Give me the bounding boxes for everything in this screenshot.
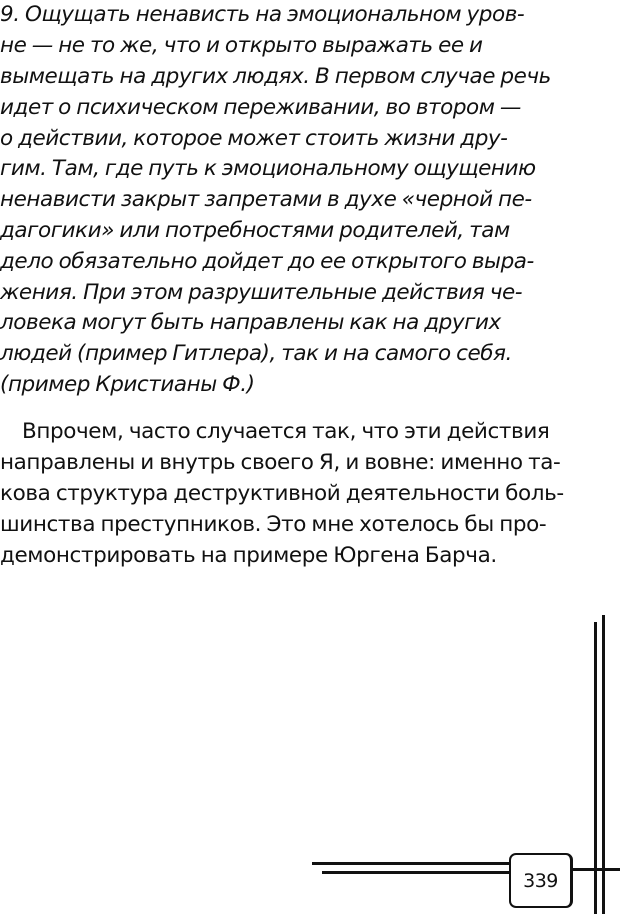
horizontal-rule-bottom — [322, 871, 509, 874]
list-item-line: гим. Там, где путь к эмоциональному ощущению — [0, 156, 536, 181]
list-item-line: ненависти закрыт запретами в духе «черной пе- — [0, 187, 532, 212]
list-item-line: жения. При этом разрушительные действия че- — [0, 280, 523, 305]
list-item-line: (пример Кристианы Ф.) — [0, 372, 255, 397]
list-item-line: о действии, которое может стоить жизни дру- — [0, 126, 508, 151]
list-item-line: вымещать на других людях. В первом случае речь — [0, 64, 551, 89]
page-number-text: 339 — [523, 869, 558, 892]
horizontal-rule-right — [573, 868, 620, 871]
paragraph-line: направлены и внутрь своего Я, и вовне: именно та- — [0, 450, 561, 475]
list-item-line: дагогики» или потребностями родителей, там — [0, 218, 510, 243]
paragraph-line: шинства преступников. Это мне хотелось бы про- — [0, 512, 547, 537]
list-item-line: ловека могут быть направлены как на других — [0, 310, 501, 335]
page-number — [509, 853, 573, 908]
list-item-line: людей (пример Гитлера), так и на самого себя. — [0, 341, 512, 366]
list-item-line: не — не то же, что и открыто выражать ее и — [0, 33, 483, 58]
paragraph-line: Впрочем, часто случается так, что эти действия — [22, 419, 550, 444]
list-item-line: 9. Ощущать ненависть на эмоциональном уров- — [0, 2, 525, 27]
horizontal-rule-top — [312, 862, 509, 865]
paragraph-line: демонстрировать на примере Юргена Барча. — [0, 543, 497, 568]
paragraph-line: кова структура деструктивной деятельности боль- — [0, 481, 564, 506]
list-item-line: идет о психическом переживании, во втором — — [0, 95, 521, 120]
list-item-line: дело обязательно дойдет до ее открытого выра- — [0, 249, 534, 274]
